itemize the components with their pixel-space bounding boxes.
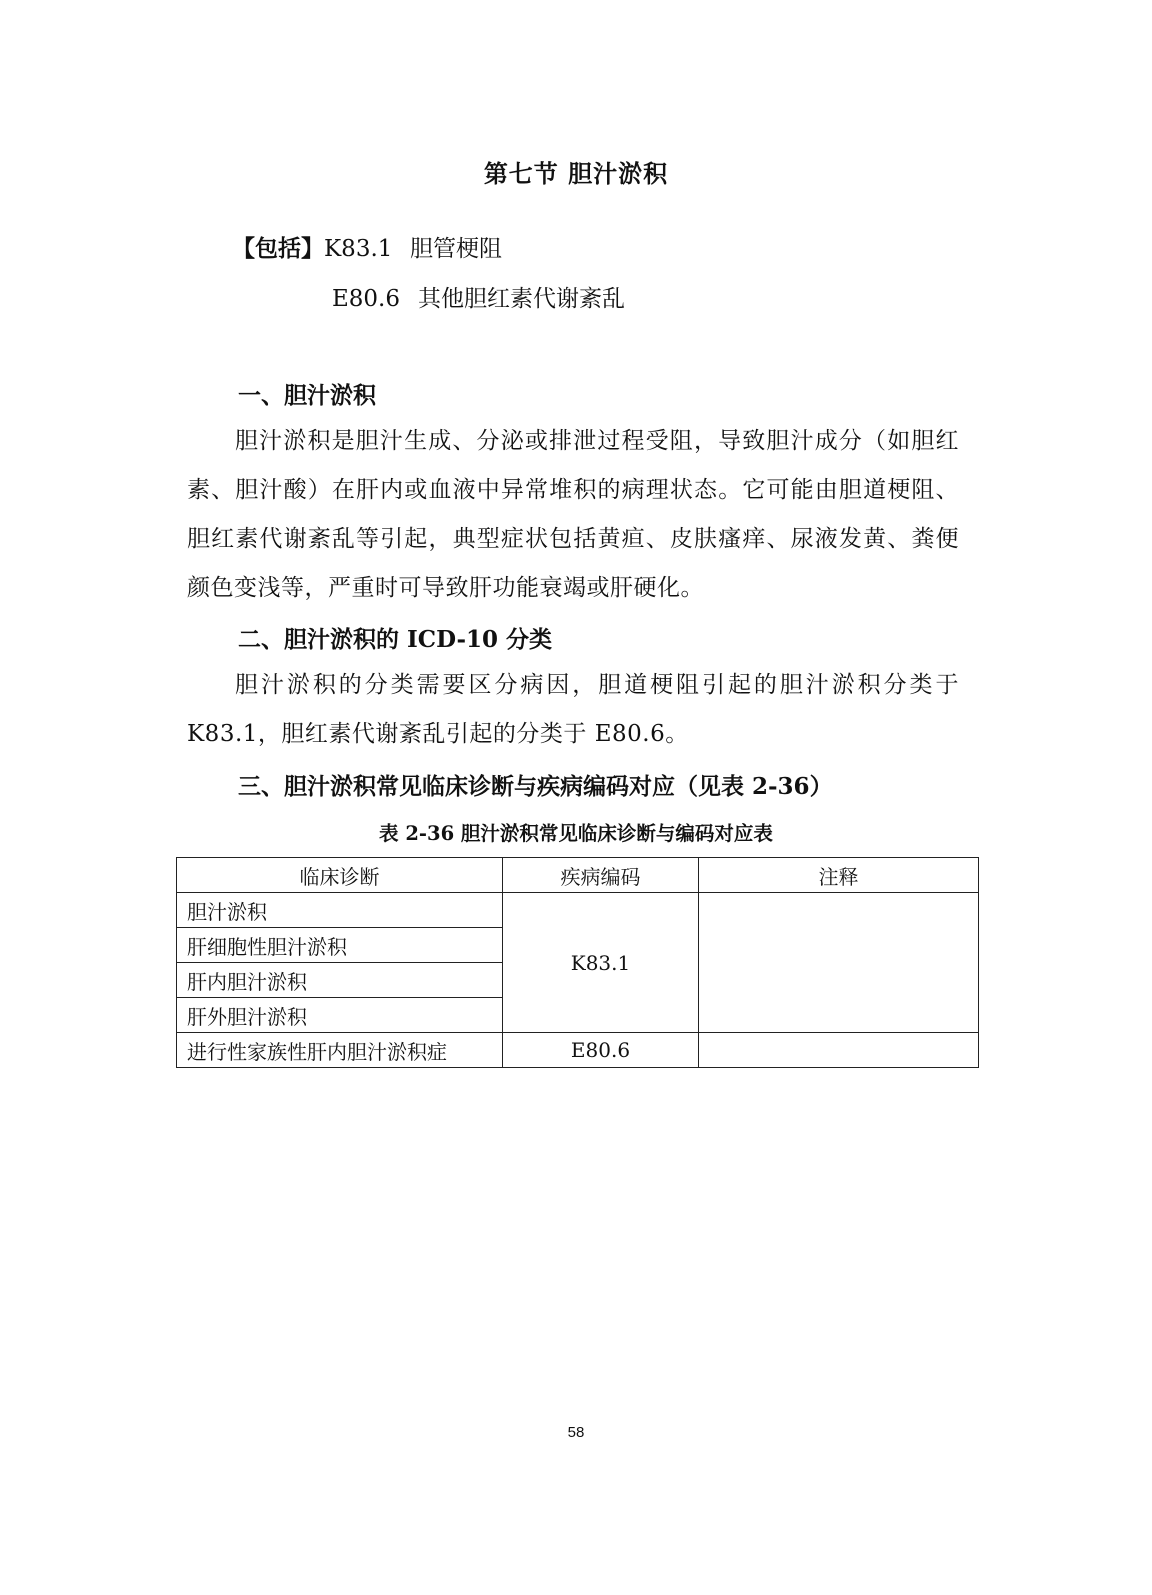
column-header: 疾病编码 (503, 858, 699, 893)
column-header: 临床诊断 (177, 858, 503, 893)
include-row-2 (332, 280, 625, 313)
section-title: 第七节 胆汁淤积 (483, 159, 669, 188)
code-cell: K83.1 (503, 893, 699, 1033)
code-cell: E80.6 (503, 1033, 699, 1068)
include-code: K83.1 (324, 236, 393, 262)
diagnosis-cell: 肝细胞性胆汁淤积 (177, 928, 503, 963)
table-row (177, 893, 979, 928)
section-heading-1: 一、胆汁淤积 (238, 382, 376, 409)
include-row-1 (232, 230, 502, 263)
diagnosis-cell: 肝内胆汁淤积 (177, 963, 503, 998)
include-name: 胆管梗阻 (410, 236, 502, 262)
section-body-1: 胆汁淤积是胆汁生成、分泌或排泄过程受阻，导致胆汁成分（如胆红素、胆汁酸）在肝内或血液中异常堆积的病理状态。它可能由胆道梗阻、胆红素代谢紊乱等引起，典型症状包括黄疸、皮肤瘙痒、尿液发黄、粪便颜色变浅等，严重时可导致肝功能衰竭或肝硬化。 (187, 428, 959, 601)
diagnosis-cell: 胆汁淤积 (177, 893, 503, 928)
section-body-2: 胆汁淤积的分类需要区分病因，胆道梗阻引起的胆汁淤积分类于K83.1，胆红素代谢紊乱引起的分类于 E80.6。 (187, 672, 959, 747)
diagnosis-cell: 进行性家族性肝内胆汁淤积症 (177, 1033, 503, 1068)
section-heading-2: 二、胆汁淤积的 ICD-10 分类 (238, 626, 553, 653)
diagnosis-code-table (176, 857, 979, 1068)
diagnosis-cell: 肝外胆汁淤积 (177, 998, 503, 1033)
page-number: 58 (567, 1424, 585, 1441)
include-code: E80.6 (332, 286, 401, 312)
include-name: 其他胆红素代谢紊乱 (418, 286, 625, 312)
table-header-row (177, 858, 979, 893)
column-header: 注释 (699, 858, 979, 893)
include-label: 【包括】 (232, 235, 324, 262)
note-cell (699, 893, 979, 1033)
section-heading-3: 三、胆汁淤积常见临床诊断与疾病编码对应（见表 2-36） (238, 773, 833, 800)
table-row (177, 1033, 979, 1068)
table-caption: 表 2-36 胆汁淤积常见临床诊断与编码对应表 (379, 822, 773, 845)
note-cell (699, 1033, 979, 1068)
